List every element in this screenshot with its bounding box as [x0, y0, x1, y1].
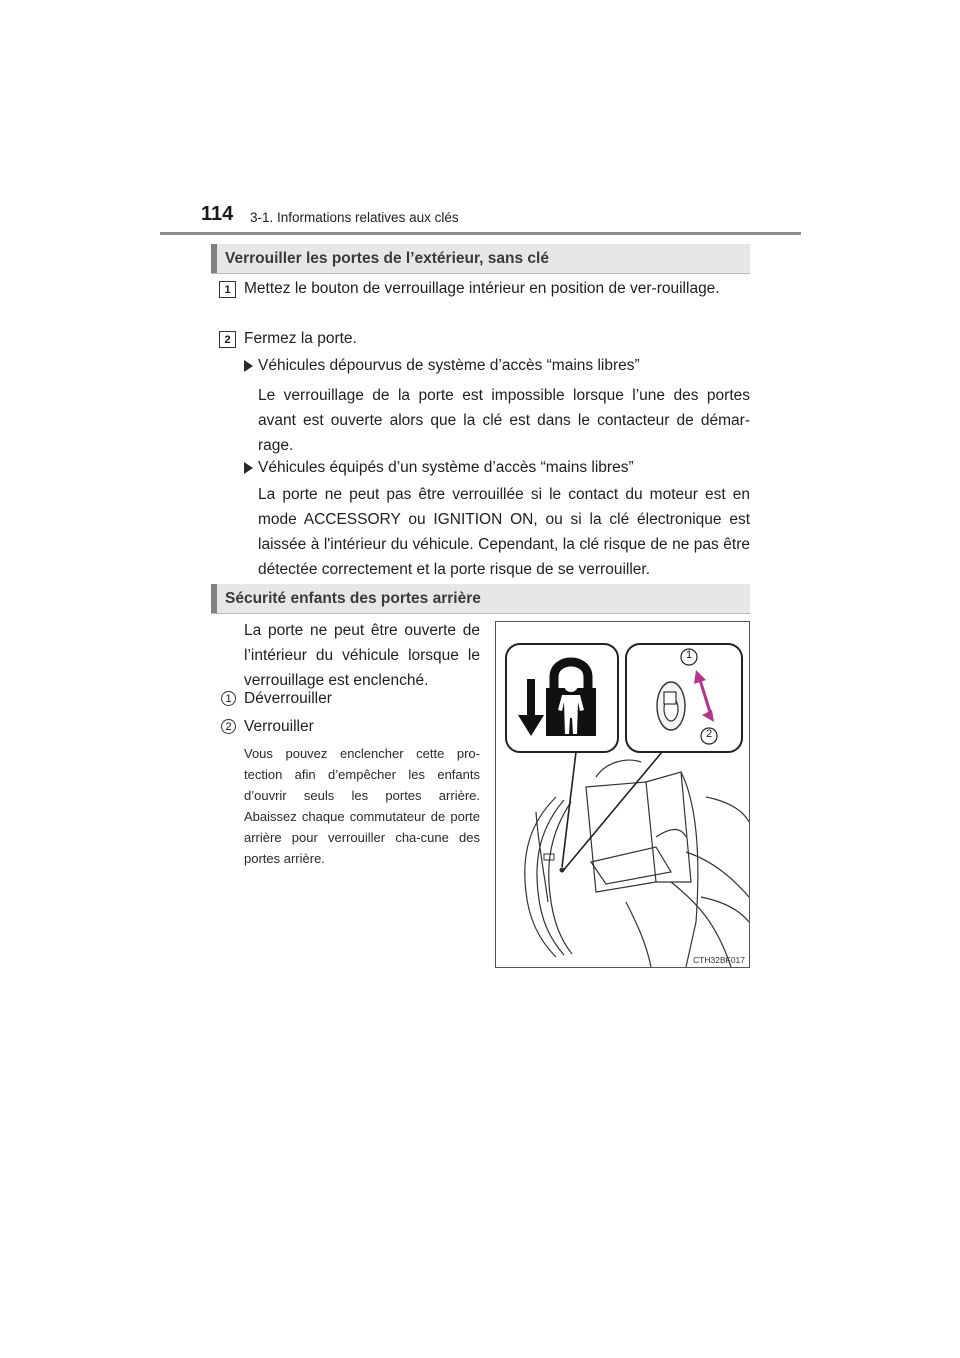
case-2-body: La porte ne peut pas être verrouillée si le contact du moteur est en mode ACCESSORY ou IGNITION ON, ou si la clé électronique est laissée à l'intérieur du véhicule. Cependant, la clé risque de ne pas être détectée correctement et la porte risque de se verrouiller.	[258, 486, 750, 578]
figure-code: CTH32BF017	[693, 955, 745, 965]
child-lock-note: Vous pouvez enclencher cette pro-tection afin d’empêcher les enfants d’ouvrir seuls les portes arrière. Abaissez chaque commutateur de porte arrière pour verrouiller cha-cune des portes arrière.	[244, 746, 480, 866]
callout-2: 2	[705, 728, 713, 740]
case-1-body: Le verrouillage de la porte est impossible lorsque l’une des portes avant est ouverte alors que la clé est dans le contacteur de démar-rage.	[258, 387, 750, 454]
section-title: Sécurité enfants des portes arrière	[225, 590, 481, 607]
step-2-text: Fermez la porte.	[244, 330, 357, 347]
bullet-triangle-icon	[244, 462, 253, 474]
item-number-1: 1	[221, 691, 236, 706]
heading-accent	[211, 244, 217, 273]
section-heading-child-safety	[211, 584, 750, 614]
step-1-text: Mettez le bouton de verrouillage intérieur en position de ver-rouillage.	[244, 280, 720, 297]
child-lock-illustration	[495, 621, 750, 968]
heading-accent	[211, 584, 217, 613]
item-2-label: Verrouiller	[244, 718, 314, 735]
step-number-1: 1	[219, 281, 236, 298]
child-lock-intro: La porte ne peut être ouverte de l’intérieur du véhicule lorsque le verrouillage est enclenché.	[244, 622, 480, 689]
item-number-2: 2	[221, 719, 236, 734]
callout-1: 1	[685, 649, 693, 661]
header-divider	[160, 232, 801, 235]
chapter-title: 3-1. Informations relatives aux clés	[250, 210, 459, 225]
case-1-title: Véhicules dépourvus de système d’accès “mains libres”	[258, 357, 640, 374]
section-title: Verrouiller les portes de l’extérieur, sans clé	[225, 250, 549, 267]
step-number-2: 2	[219, 331, 236, 348]
door-illustration	[496, 622, 749, 967]
bullet-triangle-icon	[244, 360, 253, 372]
section-heading-lock-without-key	[211, 244, 750, 274]
case-2-title: Véhicules équipés d’un système d’accès “mains libres”	[258, 459, 634, 476]
page-number: 114	[201, 203, 234, 225]
item-1-label: Déverrouiller	[244, 690, 332, 707]
